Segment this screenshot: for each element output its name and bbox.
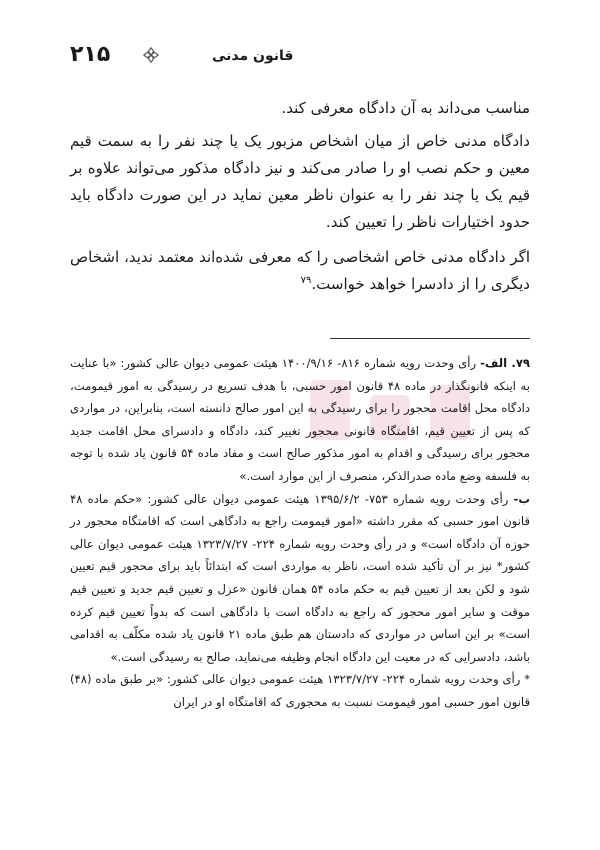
page-number: ۲۱۵ xyxy=(70,42,111,67)
footnote-label: ب- xyxy=(513,491,530,506)
paragraph: مناسب می‌داند به آن دادگاه معرفی کند. xyxy=(281,99,530,117)
page-header xyxy=(70,40,530,74)
footnote-star: * رأی وحدت رویه شماره ۲۲۴- ۱۳۲۳/۷/۲۷ هیئت عمومی دیوان عالی کشور: «بر طبق ماده (۴۸) قانون امور حسبی امور قیمومت نسبت به محجوری که اقامتگاه او در ایران xyxy=(70,672,530,709)
paragraph-text: اگر دادگاه مدنی خاص اشخاصی را که معرفی شده‌اند معتمد ندید، اشخاص دیگری را از دادسرا خواهد خواست. xyxy=(70,248,530,293)
footnote-b xyxy=(70,488,530,669)
footnote-label: ۷۹. الف- xyxy=(480,356,530,370)
main-text xyxy=(70,95,530,306)
flower-ornament-icon xyxy=(142,46,160,64)
paragraph xyxy=(70,244,530,298)
footnote-text: رأی وحدت رویه شماره ۸۱۶- ۱۴۰۰/۹/۱۶ هیئت عمومی دیوان عالی کشور: «با عنایت به اینکه قانونگذار در ماده ۴۸ قانون امور حسبی، با هدف تسریع در رسیدگی به امور قیمومت، دادگاه محل اقامت محجور را برای رسیدگی به این امور صالح دانسته است، بنابراین، در مواردی که پس از تعیین قیم، اقامتگاه قانونی محجور تغییر کند، دادگاه و دادسرای محل اقامت جدید محجور برای رسیدگی و اقدام به امور مذکور صالح است و مفاد ماده ۵۴ قانون یاد شده با توجه به فلسفه وضع ماده صدرالذکر، منصرف از این موارد است.» xyxy=(70,356,530,483)
footnotes xyxy=(70,352,530,714)
footnote-text: رأی وحدت رویه شماره ۷۵۳- ۱۳۹۵/۶/۲ هیئت عمومی دیوان عالی کشور: «حکم ماده ۴۸ قانون امور حسبی که مقرر داشته «امور قیمومت راجع به دادگاهی است که اقامتگاه محجور در حوزه آن دادگاه است» و در رأی وحدت رویه شماره ۲۲۴- ۱۳۲۳/۷/۲۷ هیئت عمومی دیوان عالی کشور* نیز بر آن تأکید شده است، ناظر به مواردی است که ابتدائاً باید برای محجور قیم تعیین شود و لکن بعد از تعیین قیم به حکم ماده ۵۴ همان قانون «عزل و تعیین قیم جدید و تعیین قیم موقت و سایر امور محجور که راجع به دادگاه است با دادگاهی است که بدواً تعیین قیم کرده است» بر این اساس در مواردی که دادستان هم طبق ماده ۲۱ قانون یاد شده مکلّف به اقدامی باشد، دادسرایی که در معیت این دادگاه انجام وظیفه می‌نماید، صالح به رسیدگی است.» xyxy=(70,491,530,664)
paragraph: دادگاه مدنی خاص از میان اشخاص مزبور یک یا چند نفر را به سمت قیم معین و حکم نصب او را صادر می‌کند و نیز دادگاه مذکور می‌تواند علاوه بر قیم یک یا چند نفر را به عنوان ناظر معین نماید در این صورت دادگاه باید حدود اختیارات ناظر را تعیین کند. xyxy=(70,132,530,231)
footnote-reference[interactable]: ۷۹ xyxy=(300,275,312,286)
book-title: قانون مدنی xyxy=(212,48,294,64)
footnote-divider xyxy=(330,338,530,339)
footnote-79 xyxy=(70,352,530,488)
